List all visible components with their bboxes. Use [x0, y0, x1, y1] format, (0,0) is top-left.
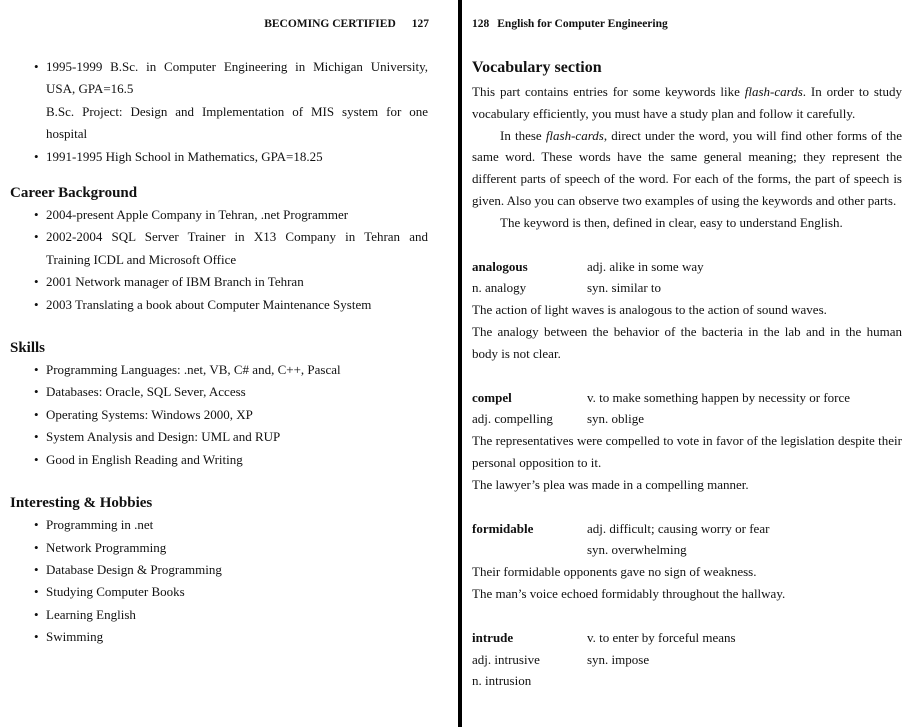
- example-sentence: The representatives were compelled to vote in favor of the legislation despite their personal opposition to it.: [472, 433, 902, 470]
- list-item: • Programming in .net: [10, 514, 428, 536]
- entry-row: [472, 256, 902, 278]
- list-item: • 2001 Network manager of IBM Branch in Tehran: [10, 271, 428, 293]
- bullet-icon: •: [34, 59, 39, 74]
- synonym: syn. similar to: [587, 280, 662, 296]
- bullet-icon: •: [34, 207, 39, 223]
- bullet-icon: •: [34, 229, 39, 245]
- list-item: • Swimming: [10, 626, 428, 648]
- bullet-icon: •: [34, 406, 39, 422]
- intro-paragraph: In these flash-cards, direct under the word, you will find other forms of the same word. These words have the same general meaning; they represent the different parts of speech of the word. For each of the forms, the part of speech is given. Also you can observe two examples of using the keywords and other parts.: [472, 127, 902, 208]
- list-item: • Database Design & Programming: [10, 559, 428, 581]
- running-head-right: [472, 18, 668, 30]
- entry-row: [472, 408, 902, 430]
- right-page-body: [472, 57, 902, 692]
- vocab-entry-compel: [472, 387, 902, 496]
- education-list: [10, 56, 428, 168]
- list-item: • Databases: Oracle, SQL Sever, Access: [10, 381, 428, 403]
- entry-row: [472, 539, 902, 561]
- list-item: • System Analysis and Design: UML and RUP: [10, 426, 428, 448]
- bullet-icon: •: [34, 148, 39, 164]
- left-page: [0, 0, 458, 727]
- synonym: syn. impose: [587, 651, 650, 667]
- keyword: formidable: [472, 520, 534, 536]
- bullet-icon: •: [34, 539, 39, 555]
- list-item: • 2002-2004 SQL Server Trainer in X13 Company in Tehran and Training ICDL and Microsoft Office: [10, 226, 428, 271]
- left-page-body: [10, 56, 428, 649]
- definition: adj. alike in some way: [587, 258, 704, 274]
- list-item: • 1995-1999 B.Sc. in Computer Engineering in Michigan University, USA, GPA=16.5 B.Sc. Project: Design and Implementation of MIS system for one hospital: [10, 56, 428, 146]
- definition: v. to make something happen by necessity or force: [587, 389, 851, 405]
- running-head-title: English for Computer Engineering: [497, 18, 668, 30]
- word-form: adj. compelling: [472, 411, 553, 427]
- keyword: analogous: [472, 258, 528, 274]
- entry-row: [472, 387, 902, 409]
- entry-row: [472, 670, 902, 692]
- definition: adj. difficult; causing worry or fear: [587, 520, 770, 536]
- example-sentence: The lawyer’s plea was made in a compelling manner.: [472, 476, 749, 492]
- keyword: compel: [472, 389, 512, 405]
- bullet-icon: •: [34, 429, 39, 445]
- entry-row: [472, 649, 902, 671]
- career-list: [10, 204, 428, 316]
- bullet-icon: •: [34, 629, 39, 645]
- bullet-icon: •: [34, 606, 39, 622]
- list-item: • Good in English Reading and Writing: [10, 449, 428, 471]
- section-heading-hobbies: Interesting & Hobbies: [10, 495, 153, 512]
- list-item: • Learning English: [10, 604, 428, 626]
- word-form: n. analogy: [472, 280, 527, 296]
- page-number: 128: [472, 18, 490, 30]
- bullet-icon: •: [34, 362, 39, 378]
- bullet-icon: •: [34, 561, 39, 577]
- section-title: Vocabulary section: [472, 59, 602, 76]
- bullet-icon: •: [34, 384, 39, 400]
- word-form: adj. intrusive: [472, 651, 540, 667]
- example-sentence: The analogy between the behavior of the bacteria in the lab and in the human body is not clear.: [472, 323, 902, 361]
- vocab-entry-formidable: [472, 518, 902, 605]
- synonym: syn. oblige: [587, 411, 645, 427]
- entry-row: [472, 277, 902, 299]
- running-head-title: BECOMING CERTIFIED: [264, 18, 396, 30]
- bullet-icon: •: [34, 296, 39, 312]
- bullet-icon: •: [34, 274, 39, 290]
- entry-row: [472, 518, 902, 540]
- section-heading-skills: Skills: [10, 340, 46, 357]
- vocab-entry-intrude: [472, 627, 902, 692]
- list-item: • Studying Computer Books: [10, 581, 428, 603]
- skills-list: [10, 359, 428, 471]
- section-heading-career: Career Background: [10, 185, 138, 202]
- bullet-icon: •: [34, 451, 39, 467]
- synonym: syn. overwhelming: [587, 542, 687, 558]
- hobbies-list: [10, 514, 428, 648]
- example-sentence: Their formidable opponents gave no sign of weakness.: [472, 564, 757, 580]
- list-item: • Operating Systems: Windows 2000, XP: [10, 404, 428, 426]
- intro-paragraph: This part contains entries for some keywords like flash-cards. In order to study vocabulary efficiently, you must have a study plan and follow it carefully.: [472, 84, 902, 121]
- right-page: [462, 0, 920, 727]
- vocab-entry-analogous: [472, 256, 902, 365]
- example-sentence: The action of light waves is analogous to the action of sound waves.: [472, 302, 827, 318]
- definition: [587, 670, 902, 692]
- page-number: 127: [411, 18, 429, 30]
- list-item: • Network Programming: [10, 537, 428, 559]
- entry-row: [472, 627, 902, 649]
- word-form: n. intrusion: [472, 673, 532, 689]
- intro-paragraph: The keyword is then, defined in clear, easy to understand English.: [500, 214, 843, 230]
- keyword: intrude: [472, 629, 514, 645]
- definition: v. to enter by forceful means: [587, 629, 736, 645]
- list-item: • 2003 Translating a book about Computer Maintenance System: [10, 294, 428, 316]
- bullet-icon: •: [34, 517, 39, 533]
- word-form: [472, 539, 587, 561]
- running-head-left: [264, 18, 429, 30]
- list-item: • Programming Languages: .net, VB, C# and, C++, Pascal: [10, 359, 428, 381]
- list-item: • 2004-present Apple Company in Tehran, .net Programmer: [10, 204, 428, 226]
- list-item: • 1991-1995 High School in Mathematics, GPA=18.25: [10, 146, 428, 168]
- example-sentence: The man’s voice echoed formidably throughout the hallway.: [472, 585, 786, 601]
- bullet-icon: •: [34, 584, 39, 600]
